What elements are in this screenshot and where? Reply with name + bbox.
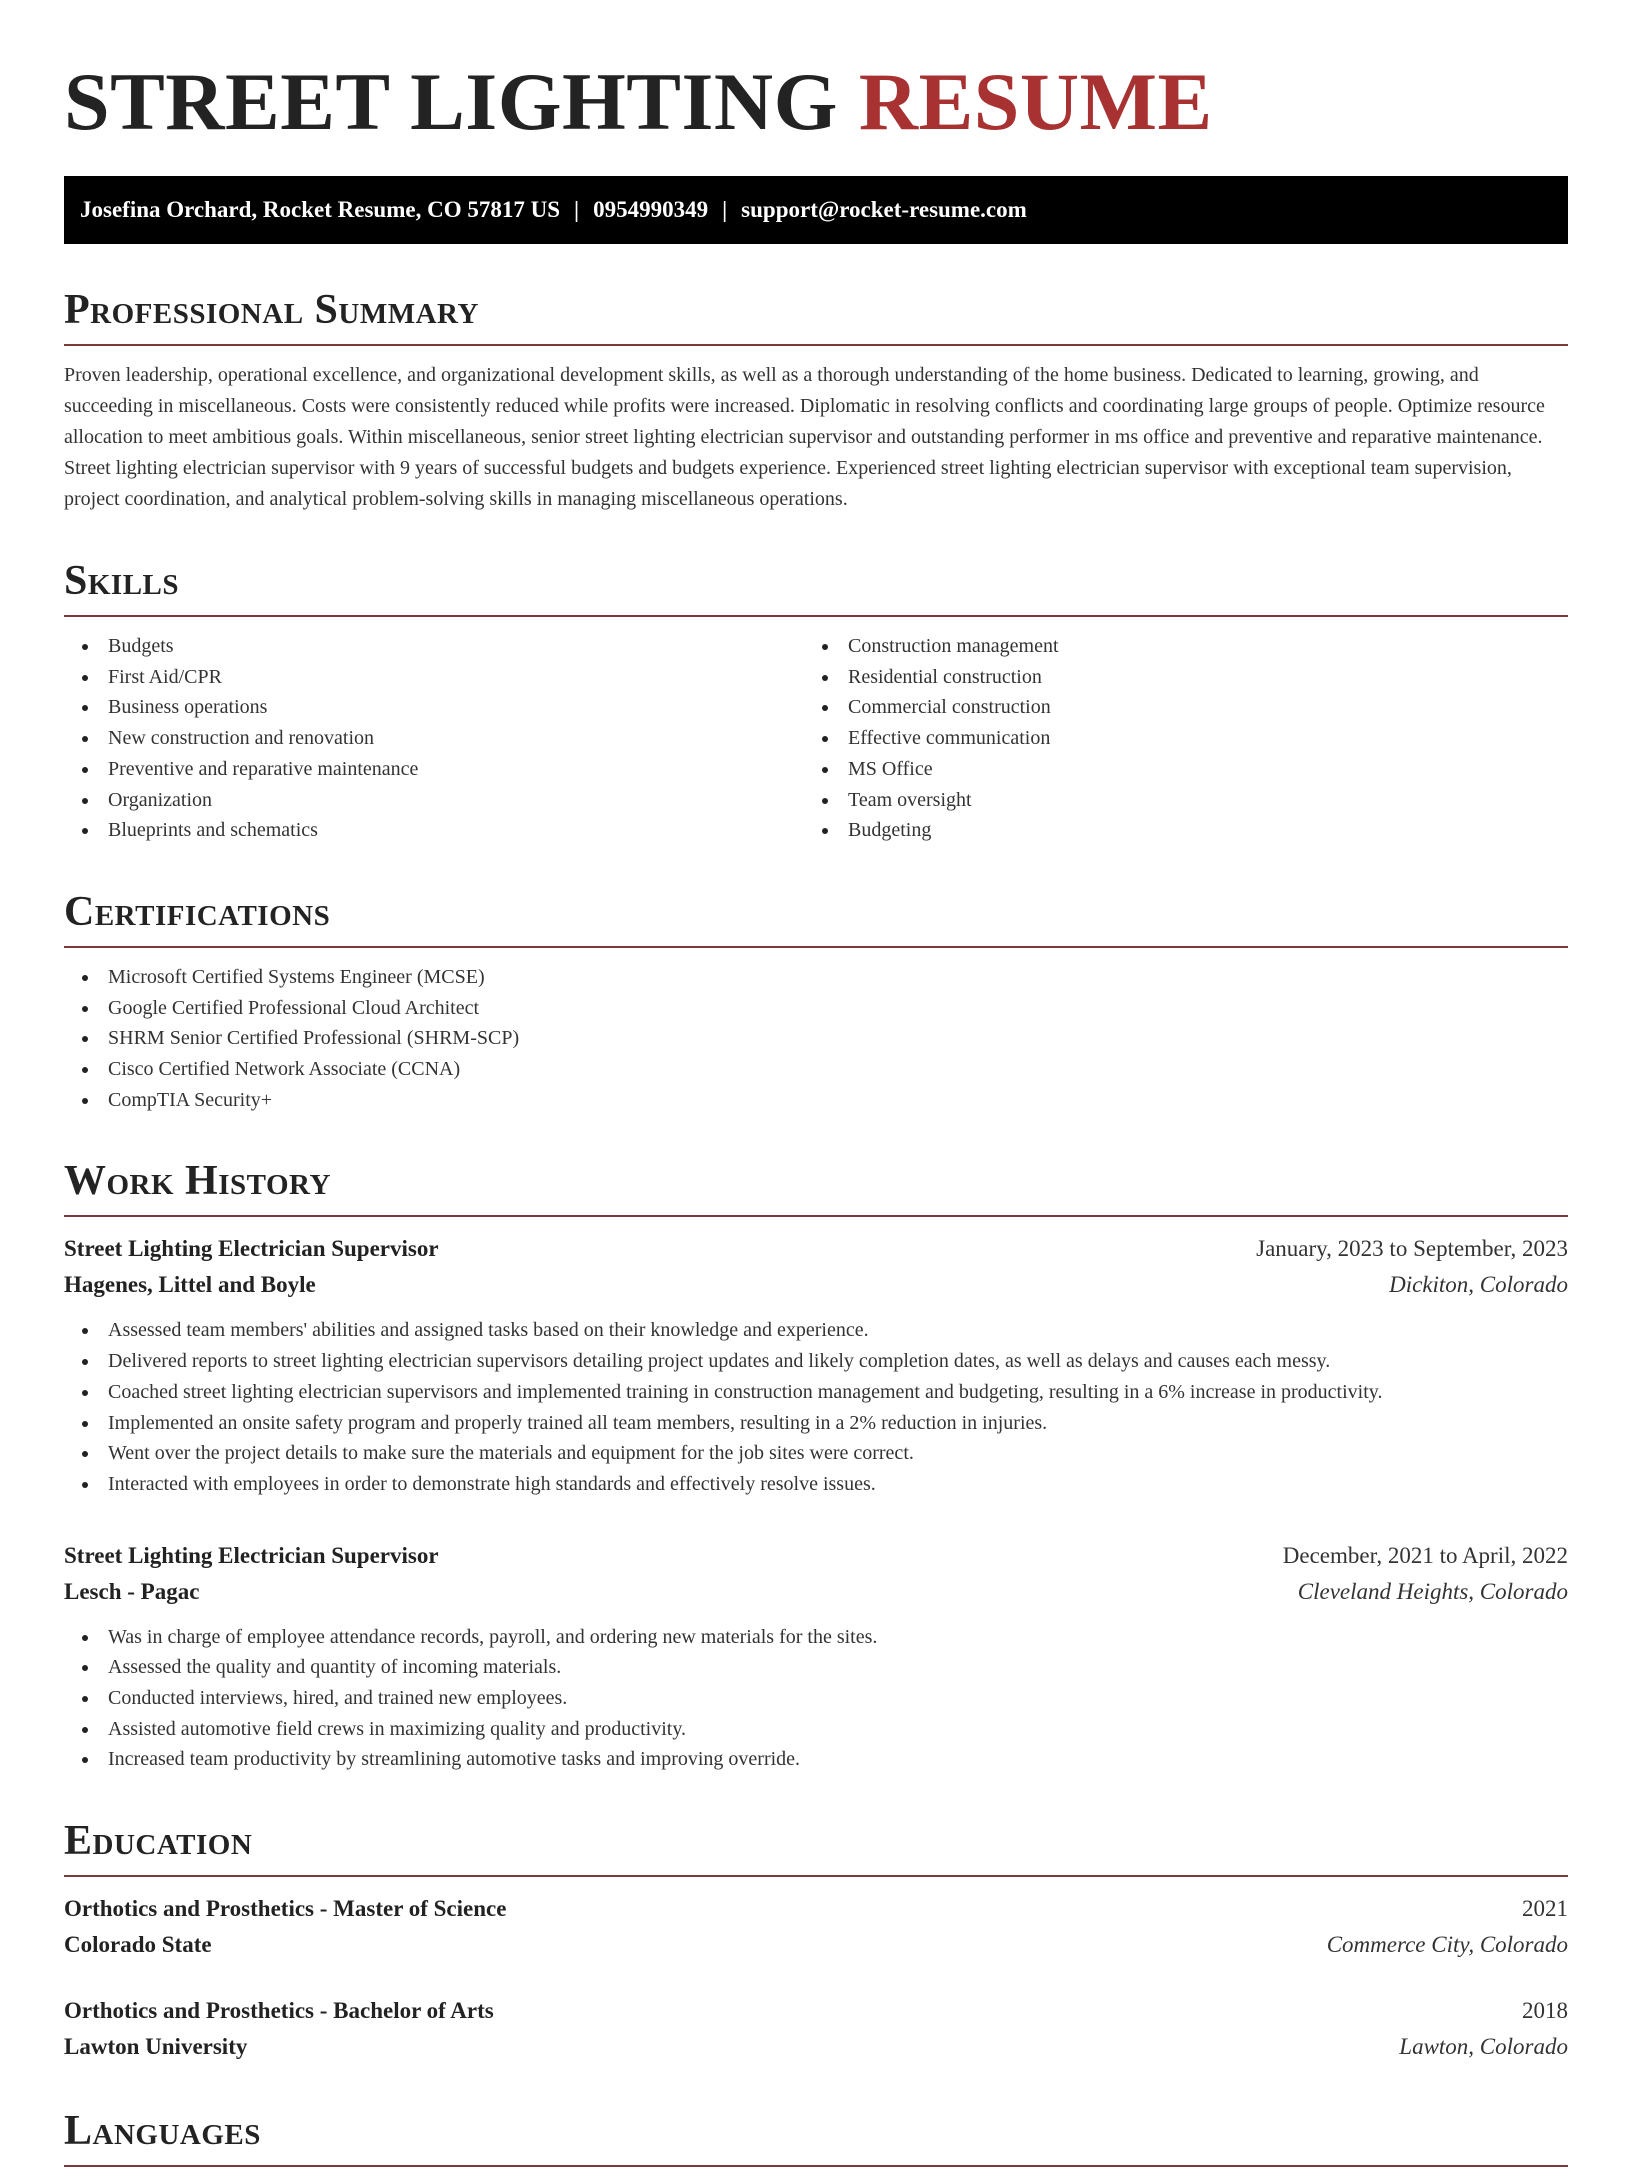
education-location: Lawton, Colorado: [1399, 2034, 1568, 2060]
skill-item: Commercial construction: [804, 692, 1568, 723]
job-duty: Implemented an onsite safety program and properly trained all team members, resulting in a 2% reduction in injuries.: [64, 1408, 1568, 1439]
skill-item: MS Office: [804, 754, 1568, 785]
certifications-heading: Certifications: [64, 888, 1568, 948]
skill-item: Business operations: [64, 692, 804, 723]
education-degree: Orthotics and Prosthetics - Master of Science: [64, 1896, 507, 1922]
skills-grid: [64, 617, 1568, 846]
job-duty: Delivered reports to street lighting electrician supervisors detailing project updates and likely completion dates, as well as delays and causes each messy.: [64, 1346, 1568, 1377]
skills-list-right: [804, 631, 1568, 846]
job-title: Street Lighting Electrician Supervisor: [64, 1542, 439, 1568]
job-header-row: [64, 1538, 1568, 1574]
education-heading: Education: [64, 1817, 1568, 1877]
contact-phone: 0954990349: [593, 197, 709, 222]
title-accent: RESUME: [858, 56, 1213, 147]
education-section: [64, 1817, 1568, 2065]
contact-address: Josefina Orchard, Rocket Resume, CO 57817 US: [80, 197, 560, 222]
education-year: 2018: [1522, 1998, 1568, 2024]
contact-email[interactable]: support@rocket-resume.com: [741, 197, 1027, 222]
contact-separator: |: [722, 197, 728, 222]
job-duty: Assessed team members' abilities and assigned tasks based on their knowledge and experience.: [64, 1315, 1568, 1346]
job-dates: January, 2023 to September, 2023: [1256, 1236, 1568, 1262]
job-company-row: [64, 1574, 1568, 1610]
job-header-row: [64, 1231, 1568, 1267]
job-location: Cleveland Heights, Colorado: [1297, 1578, 1568, 1604]
contact-separator: |: [574, 197, 580, 222]
job-company-row: [64, 1267, 1568, 1303]
skills-section: [64, 557, 1568, 846]
skill-item: Residential construction: [804, 662, 1568, 693]
education-location: Commerce City, Colorado: [1326, 1932, 1568, 1958]
languages-heading: Languages: [64, 2107, 1568, 2167]
certification-item: Microsoft Certified Systems Engineer (MCSE): [64, 962, 1568, 993]
summary-heading: Professional Summary: [64, 286, 1568, 346]
certifications-section: [64, 888, 1568, 1116]
skills-heading: Skills: [64, 557, 1568, 617]
skill-item: Construction management: [804, 631, 1568, 662]
work-history-section: [64, 1157, 1568, 1775]
skill-item: First Aid/CPR: [64, 662, 804, 693]
education-school-row: [64, 2029, 1568, 2065]
work-history-heading: Work History: [64, 1157, 1568, 1217]
job-title: Street Lighting Electrician Supervisor: [64, 1236, 439, 1262]
education-school-row: [64, 1927, 1568, 1963]
languages-section: [64, 2107, 1568, 2167]
job-duty: Went over the project details to make sure the materials and equipment for the job sites were correct.: [64, 1438, 1568, 1469]
certifications-list: [64, 962, 1568, 1116]
certification-item: Cisco Certified Network Associate (CCNA): [64, 1054, 1568, 1085]
job-entry: [64, 1538, 1568, 1776]
skill-item: Effective communication: [804, 723, 1568, 754]
job-duties-list: [64, 1315, 1568, 1499]
page-title: [64, 54, 1568, 150]
skill-item: Team oversight: [804, 785, 1568, 816]
job-duty: Assessed the quality and quantity of incoming materials.: [64, 1652, 1568, 1683]
certification-item: CompTIA Security+: [64, 1085, 1568, 1116]
job-duty: Increased team productivity by streamlining automotive tasks and improving override.: [64, 1744, 1568, 1775]
skill-item: New construction and renovation: [64, 723, 804, 754]
skill-item: Preventive and reparative maintenance: [64, 754, 804, 785]
job-duties-list: [64, 1622, 1568, 1776]
education-school: Colorado State: [64, 1932, 212, 1958]
skill-item: Budgets: [64, 631, 804, 662]
education-degree-row: [64, 1993, 1568, 2029]
education-entry: [64, 1993, 1568, 2065]
contact-bar: [64, 176, 1568, 244]
education-degree: Orthotics and Prosthetics - Bachelor of Arts: [64, 1998, 494, 2024]
job-duty: Interacted with employees in order to demonstrate high standards and effectively resolve issues.: [64, 1469, 1568, 1500]
job-company: Lesch - Pagac: [64, 1578, 200, 1604]
job-dates: December, 2021 to April, 2022: [1282, 1542, 1568, 1568]
skill-item: Budgeting: [804, 815, 1568, 846]
skills-list-left: [64, 631, 804, 846]
certification-item: SHRM Senior Certified Professional (SHRM-SCP): [64, 1023, 1568, 1054]
skill-item: Blueprints and schematics: [64, 815, 804, 846]
education-degree-row: [64, 1891, 1568, 1927]
job-duty: Coached street lighting electrician supervisors and implemented training in construction management and budgeting, resulting in a 6% increase in productivity.: [64, 1377, 1568, 1408]
education-year: 2021: [1522, 1896, 1568, 1922]
job-duty: Conducted interviews, hired, and trained new employees.: [64, 1683, 1568, 1714]
summary-text: Proven leadership, operational excellence, and organizational development skills, as well as a thorough understanding of the home business. Dedicated to learning, growing, and succeeding in miscellaneous. Costs were consistently reduced while profits were increased. Diplomatic in resolving conflicts and coordinating large groups of people. Optimize resource allocation to meet ambitious goals. Within miscellaneous, senior street lighting electrician supervisor and outstanding performer in ms office and preventive and reparative maintenance. Street lighting electrician supervisor with 9 years of successful budgets and budgets experience. Experienced street lighting electrician supervisor with exceptional team supervision, project coordination, and analytical problem-solving skills in managing miscellaneous operations.: [64, 364, 1545, 510]
education-entry: [64, 1891, 1568, 1963]
job-company: Hagenes, Littel and Boyle: [64, 1272, 316, 1298]
skill-item: Organization: [64, 785, 804, 816]
certification-item: Google Certified Professional Cloud Architect: [64, 993, 1568, 1024]
job-duty: Assisted automotive field crews in maximizing quality and productivity.: [64, 1714, 1568, 1745]
job-duty: Was in charge of employee attendance records, payroll, and ordering new materials for the sites.: [64, 1622, 1568, 1653]
title-main: STREET LIGHTING: [64, 56, 838, 147]
job-entry: [64, 1231, 1568, 1499]
job-location: Dickiton, Colorado: [1389, 1272, 1568, 1298]
summary-section: [64, 286, 1568, 515]
education-school: Lawton University: [64, 2034, 248, 2060]
